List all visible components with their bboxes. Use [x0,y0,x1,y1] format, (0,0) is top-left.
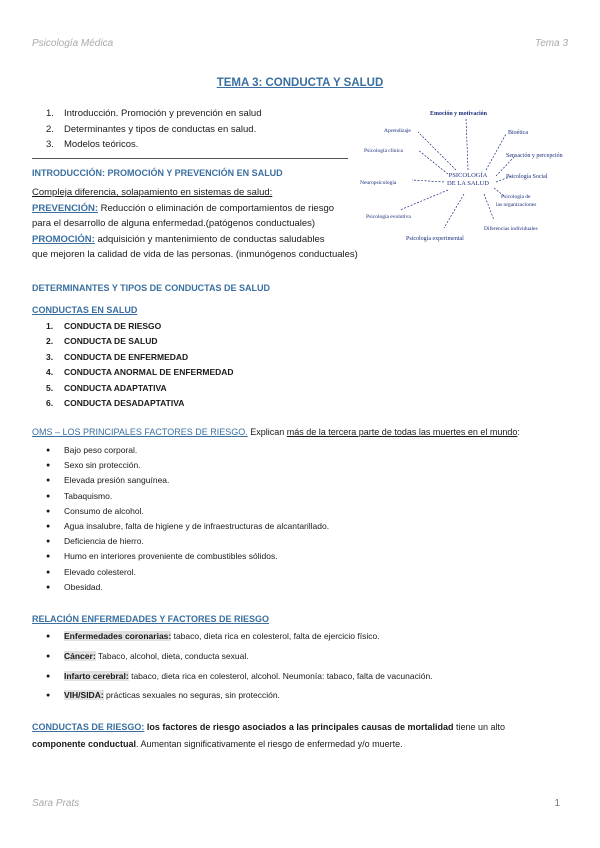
diagram-link [486,134,506,170]
list-item: ● Obesidad. [46,580,329,595]
list-item: 2. CONDUCTA DE SALUD [46,336,158,347]
relacion-heading: RELACIÓN ENFERMEDADES Y FACTORES DE RIESGO [32,614,270,624]
diagram-node: Psicología clínica [364,148,403,154]
diagram-node: Bioética [508,130,528,136]
list-item: ● Infarto cerebral: tabaco, dieta rica en colesterol, alcohol. Neumonía: tabaco, falta de vacunación. [46,667,433,687]
oms-label: OMS – LOS PRINCIPALES FACTORES DE RIESGO. [32,427,248,437]
diagram-link [418,150,448,174]
header-topic: Tema 3 [535,38,568,49]
list-item: 6. CONDUCTA DESADAPTATIVA [46,398,185,409]
index-list [46,106,262,153]
list-item: ● Agua insalubre, falta de higiene y de infraestructuras de alcantarillado. [46,519,329,534]
diagram-node: Psicología de [501,194,531,200]
list-item: 1. CONDUCTA DE RIESGO [46,321,162,331]
list-item: ● Sexo sin protección. [46,458,329,473]
determinantes-heading: DETERMINANTES Y TIPOS DE CONDUCTAS DE SALUD [32,283,271,293]
intro-body [32,185,358,263]
index-item: 1. Introducción. Promoción y prevención en salud [46,108,262,119]
prevencion-line-2: para el desarrollo de alguna enfermedad.(patógenos conductuales) [32,218,316,229]
list-item: ● Enfermedades coronarias: tabaco, dieta rica en colesterol, falta de ejercicio físico. [46,627,433,647]
list-item: ● Elevado colesterol. [46,565,329,580]
riesgo-paragraph: CONDUCTAS DE RIESGO: los factores de riesgo asociados a las principales causas de mortalidad tiene un alto componente conductual. Aumentan significativamente el riesgo de enfermedad y/o muerte. [32,722,506,749]
list-item: ● Consumo de alcohol. [46,504,329,519]
list-item: ● Cáncer: Tabaco, alcohol, dieta, conducta sexual. [46,647,433,667]
oms-line: OMS – LOS PRINCIPALES FACTORES DE RIESGO. Explican más de la tercera parte de todas las muertes en el mundo: [32,427,520,437]
header-subject: Psicología Médica [32,38,114,49]
diagram-link [466,118,468,170]
diagram-center-1: PSICOLOGÍA [448,172,488,179]
promocion-label: PROMOCIÓN: [32,233,95,245]
list-item: ● VIH/SIDA: prácticas sexuales no seguras, sin protección. [46,686,433,706]
list-item: ● Deficiencia de hierro. [46,534,329,549]
list-item: 4. CONDUCTA ANORMAL DE ENFERMEDAD [46,367,234,378]
diagram-link [418,132,456,170]
diagram-node: Diferencias individuales [484,226,538,232]
page-title: TEMA 3: CONDUCTA Y SALUD [216,77,384,89]
oms-list [46,443,329,595]
list-item: ● Elevada presión sanguínea. [46,473,329,488]
diagram-node: Neuropsicología [360,180,397,186]
page-number: 1 [554,798,560,809]
relacion-list [46,627,433,706]
intro-heading: INTRODUCCIÓN: PROMOCIÓN Y PREVENCIÓN EN SALUD [32,168,283,178]
list-item: 3. CONDUCTA DE ENFERMEDAD [46,351,189,362]
diagram-link [444,194,464,228]
diagram-node: las organizaciones [496,202,537,208]
diagram-node: Psicología Social [506,174,548,180]
diagram-node: Aprendizaje [384,128,411,134]
diagram-node: Psicología experimental [406,236,464,242]
conductas-list [46,319,234,411]
divider [32,158,348,159]
index-item: 2. Determinantes y tipos de conductas en salud. [46,123,257,135]
diagram-node: Psicología evolutiva [366,214,411,220]
list-item: ● Humo en interiores proveniente de combustibles sólidos. [46,549,329,564]
list-item: ● Tabaquismo. [46,489,329,504]
prevencion-line: PREVENCIÓN: Reducción o eliminación de comportamientos de riesgo [32,202,335,214]
psychology-diagram [356,102,576,250]
diagram-node: Sensación y percepción [506,153,563,159]
prevencion-label: PREVENCIÓN: [32,202,98,214]
intro-subheading: Compleja diferencia, solapamiento en sistemas de salud: [32,187,273,198]
list-item: ● Bajo peso corporal. [46,443,329,458]
list-item: 5. CONDUCTA ADAPTATIVA [46,382,167,393]
diagram-node: Emoción y motivación [430,111,487,117]
diagram-link [412,180,444,182]
diagram-center-2: DE LA SALUD [447,180,489,187]
promocion-line-2: que mejoren la calidad de vida de las personas. (inmunógenos conductuales) [32,249,358,260]
promocion-line: PROMOCIÓN: adquisición y mantenimiento de conductas saludables [32,233,325,245]
index-item: 3. Modelos teóricos. [46,139,139,150]
conductas-subheading: CONDUCTAS EN SALUD [32,305,138,315]
diagram-link [400,190,448,210]
riesgo-label: CONDUCTAS DE RIESGO: [32,722,145,732]
diagram-link [484,194,494,220]
footer-author: Sara Prats [32,798,80,809]
